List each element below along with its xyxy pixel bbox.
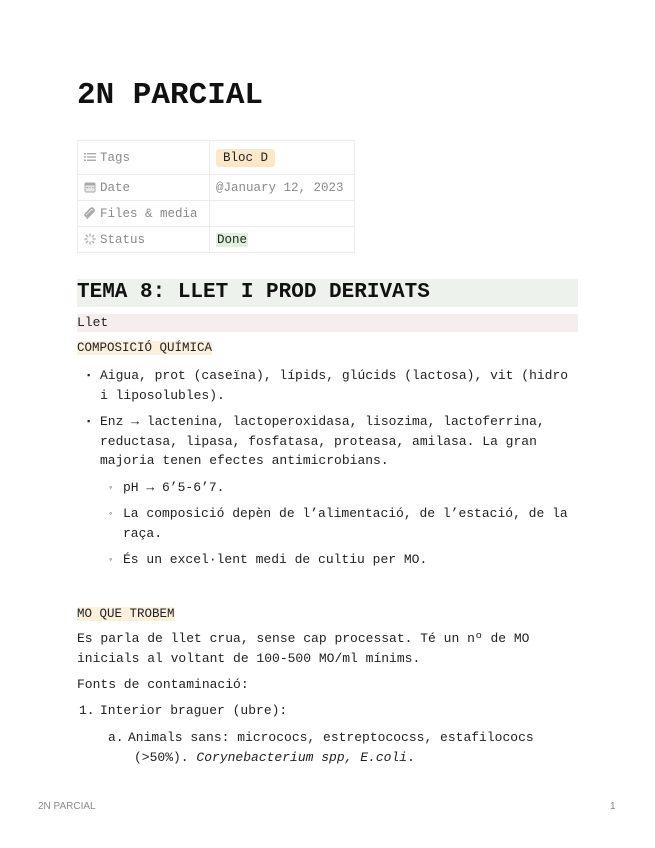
bullet-circle-icon: ◦ <box>108 555 114 565</box>
section-title-composicio: COMPOSICIÓ QUÍMICA <box>77 341 213 355</box>
properties-table <box>77 140 355 253</box>
property-row-status <box>78 227 355 253</box>
files-value[interactable] <box>210 201 355 227</box>
list-item: La composició depèn de l’alimentació, de l’estació, de la raça. <box>123 506 568 541</box>
property-label: Tags <box>100 150 131 165</box>
ordered-item: Interior braguer (ubre): <box>100 703 288 718</box>
property-row-date <box>78 175 355 201</box>
property-label: Status <box>100 232 146 247</box>
footer-title: 2N PARCIAL <box>38 801 96 812</box>
paragraph: Es parla de llet crua, sense cap processat. Té un nº de MO inicials al voltant de 100-500 MO/ml mínims. <box>77 631 530 666</box>
species-italic: Corynebacterium spp, E.coli <box>196 749 408 765</box>
property-label: Date <box>100 180 131 195</box>
property-label: Files & media <box>100 206 198 221</box>
lettered-marker: a. <box>108 730 124 745</box>
paperclip-icon <box>84 207 96 219</box>
page-title: 2N PARCIAL <box>77 78 264 113</box>
list-item: Aigua, prot (caseïna), lípids, glúcids (lactosa), vit (hidro i liposolubles). <box>100 368 569 403</box>
subheading: Llet <box>77 314 578 332</box>
bullet-square-icon: ▪ <box>86 417 92 427</box>
list-item: És un excel·lent medi de cultiu per MO. <box>123 552 428 567</box>
page-number: 1 <box>610 801 616 812</box>
date-value[interactable]: @January 12, 2023 <box>210 175 355 201</box>
ordered-marker: 1. <box>79 703 95 718</box>
bullet-circle-icon: ◦ <box>108 483 114 493</box>
calendar-icon <box>84 181 96 193</box>
list-item: Enz → lactenina, lactoperoxidasa, lisozima, lactoferrina, reductasa, lipasa, fosfatasa, proteasa, amilasa. La gran majoria tenen efectes antimicrobians. <box>100 414 545 468</box>
property-row-tags <box>78 141 355 175</box>
status-spinner-icon <box>84 233 96 245</box>
status-badge[interactable]: Done <box>217 232 248 247</box>
section-title-mo: MO QUE TROBEM <box>77 607 175 621</box>
tag-badge[interactable]: Bloc D <box>216 149 275 167</box>
sources-label: Fonts de contaminació: <box>77 677 249 692</box>
list-item: pH → 6’5-6’7. <box>123 480 225 495</box>
bullet-square-icon: ▪ <box>86 371 92 381</box>
section-heading: TEMA 8: LLET I PROD DERIVATS <box>77 279 578 307</box>
property-row-files <box>78 201 355 227</box>
list-icon <box>84 151 96 163</box>
lettered-item: Animals sans: micrococs, estreptococss, estafilococs (>50%). Corynebacterium spp, E.coli. <box>128 730 534 765</box>
bullet-circle-icon: ◦ <box>108 509 114 519</box>
